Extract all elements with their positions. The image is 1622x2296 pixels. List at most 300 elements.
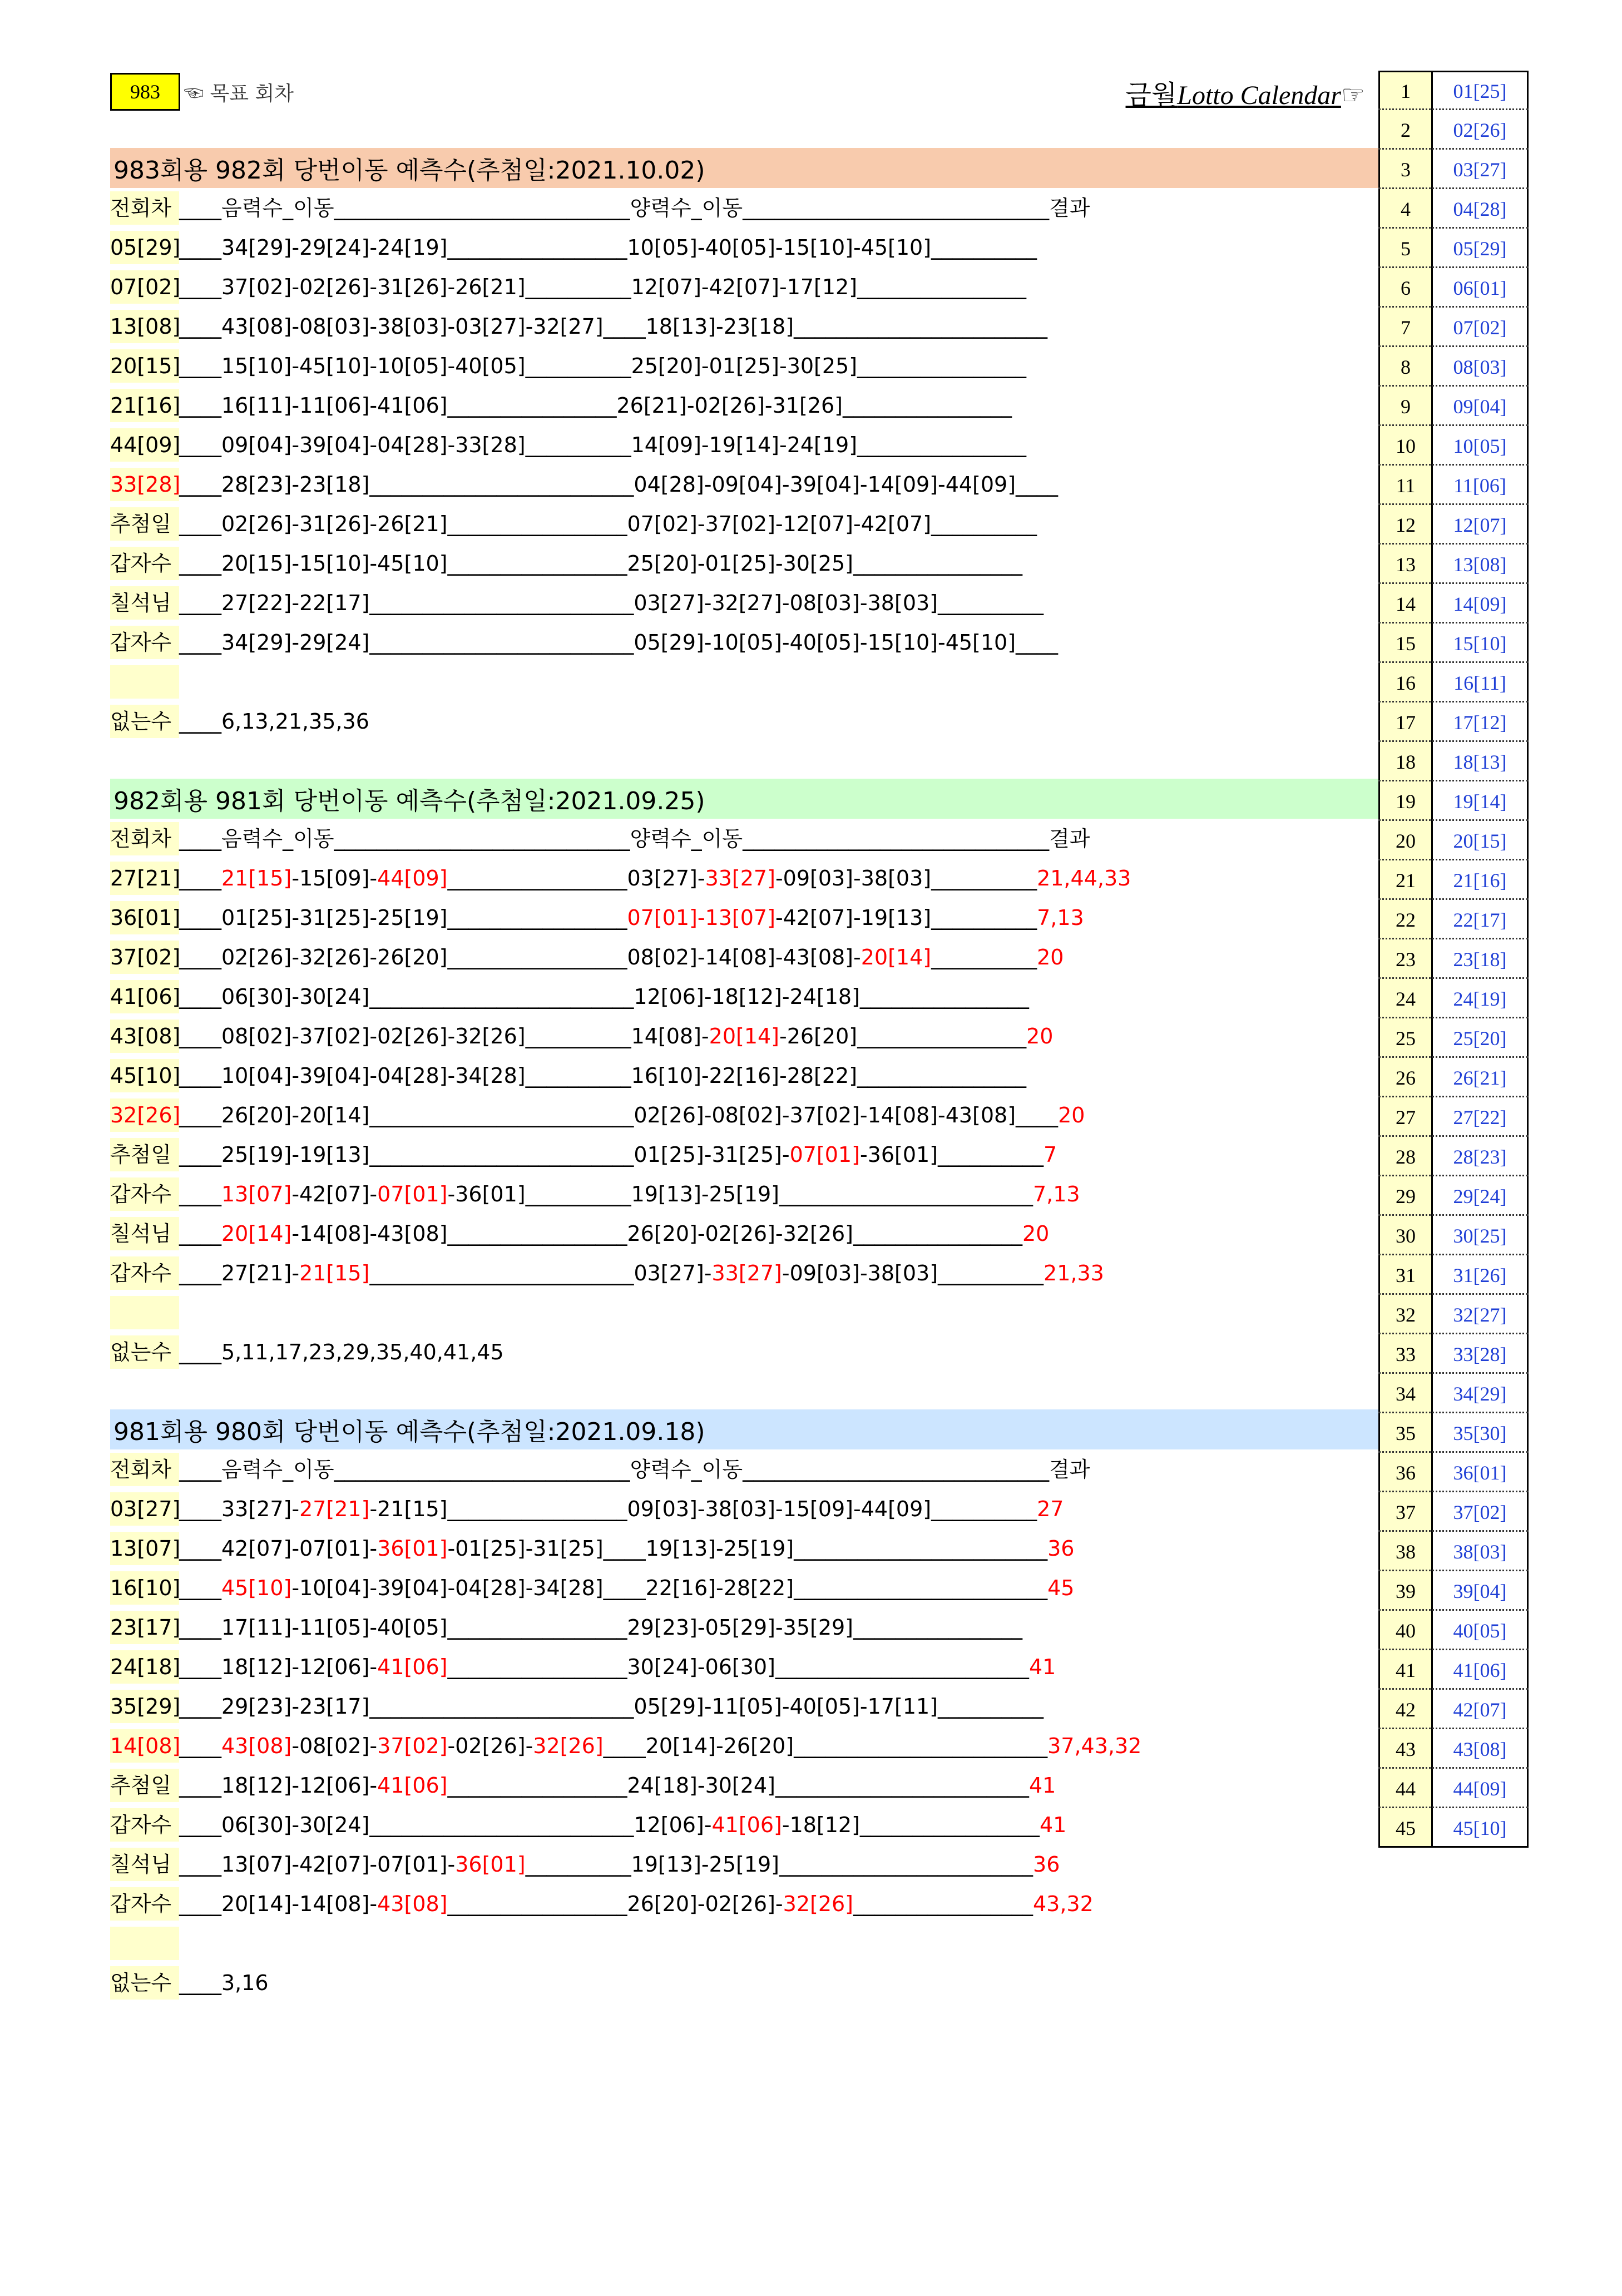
row-text: -18[12]_________________ <box>782 1813 1040 1837</box>
row-text: _________________24[18]-30[24]________________________ <box>447 1773 1029 1798</box>
calendar-value: 37[02] <box>1433 1492 1529 1532</box>
calendar-number: 8 <box>1378 347 1433 387</box>
calendar-value: 22[17] <box>1433 900 1529 939</box>
highlighted-number: 27 <box>1037 1497 1064 1521</box>
prediction-row <box>110 1729 1141 1763</box>
calendar-value: 17[12] <box>1433 702 1529 742</box>
calendar-value: 21[16] <box>1433 860 1529 900</box>
prediction-row <box>110 941 1064 974</box>
row-text: -02[26]- <box>447 1734 533 1758</box>
prediction-row <box>110 1808 1066 1842</box>
calendar-row <box>1378 1532 1529 1571</box>
calendar-value: 45[10] <box>1433 1808 1529 1848</box>
row-text: ____27[22]-22[17]_________________________03[27]-32[27]-08[03]-38[03]__________ <box>179 591 1044 615</box>
row-text: ____16[11]-11[06]-41[06]________________26[21]-02[26]-31[26]________________ <box>179 393 1012 418</box>
section-title: 982회용 981회 당번이동 예측수(추첨일:2021.09.25) <box>110 779 1378 819</box>
row-text: ____13[07]-42[07]-07[01]- <box>179 1852 456 1877</box>
prediction-row <box>110 1966 269 2000</box>
calendar-number: 25 <box>1378 1018 1433 1058</box>
row-text: ____09[04]-39[04]-04[28]-33[28]__________14[09]-19[14]-24[19]________________ <box>179 433 1027 457</box>
row-label: 없는수 <box>110 1966 179 2000</box>
calendar-number: 38 <box>1378 1532 1433 1571</box>
row-text: -36[01]__________ <box>859 1142 1044 1167</box>
calendar-number: 16 <box>1378 663 1433 702</box>
calendar-number: 12 <box>1378 505 1433 545</box>
calendar-value: 03[27] <box>1433 150 1529 189</box>
section-title: 983회용 982회 당번이동 예측수(추첨일:2021.10.02) <box>110 148 1378 188</box>
calendar-row <box>1378 189 1529 229</box>
highlighted-number: 41[06] <box>377 1773 448 1798</box>
prediction-row <box>110 586 1044 620</box>
calendar-value: 18[13] <box>1433 742 1529 781</box>
calendar-row <box>1378 1611 1529 1650</box>
row-label: 갑자수 <box>110 1256 179 1290</box>
highlighted-number: 7,13 <box>1033 1182 1080 1206</box>
row-label: 갑자수 <box>110 626 179 659</box>
calendar-row <box>1378 821 1529 860</box>
calendar-value: 25[20] <box>1433 1018 1529 1058</box>
row-text: ____3,16 <box>179 1971 269 1995</box>
calendar-value: 20[15] <box>1433 821 1529 860</box>
prediction-row <box>110 1532 1074 1565</box>
row-label: 갑자수 <box>110 1177 179 1211</box>
calendar-number: 17 <box>1378 702 1433 742</box>
row-label: 37[02] <box>110 941 179 974</box>
row-text: ____6,13,21,35,36 <box>179 709 369 734</box>
calendar-value: 02[26] <box>1433 110 1529 150</box>
calendar-value: 42[07] <box>1433 1690 1529 1729</box>
row-text: ____20[15]-15[10]-45[10]_________________25[20]-01[25]-30[25]________________ <box>179 551 1022 576</box>
calendar-row <box>1378 1769 1529 1808</box>
row-label: 20[15] <box>110 349 179 383</box>
prediction-row <box>110 1177 1080 1211</box>
calendar-row <box>1378 268 1529 308</box>
calendar-value: 15[10] <box>1433 624 1529 663</box>
highlighted-number: 32[26] <box>533 1734 604 1758</box>
row-label: 칠석님 <box>110 1217 179 1250</box>
calendar-number: 40 <box>1378 1611 1433 1650</box>
calendar-row <box>1378 110 1529 150</box>
calendar-number: 36 <box>1378 1453 1433 1492</box>
highlighted-number: 43[08] <box>377 1892 448 1916</box>
calendar-value: 14[09] <box>1433 584 1529 624</box>
row-text: ____34[29]-29[24]_________________________05[29]-10[05]-40[05]-15[10]-45[10]____ <box>179 630 1059 655</box>
row-text: -14[08]-43[08]_________________26[20]-02[26]-32[26]________________ <box>291 1221 1022 1246</box>
row-text: ____음력수_이동____________________________양력수_이동_____________________________결과 <box>179 196 1090 220</box>
row-text: ____28[23]-23[18]_________________________04[28]-09[04]-39[04]-14[09]-44[09]____ <box>179 472 1059 497</box>
calendar-row <box>1378 1571 1529 1611</box>
prediction-row <box>110 310 1047 343</box>
prediction-row <box>110 270 1026 304</box>
calendar-value: 10[05] <box>1433 426 1529 466</box>
calendar-row <box>1378 71 1529 110</box>
calendar-value: 19[14] <box>1433 781 1529 821</box>
calendar-number: 32 <box>1378 1295 1433 1334</box>
calendar-value: 44[09] <box>1433 1769 1529 1808</box>
calendar-value: 07[02] <box>1433 308 1529 347</box>
calendar-value: 34[29] <box>1433 1374 1529 1413</box>
highlighted-number: 45 <box>1047 1576 1075 1600</box>
calendar-number: 39 <box>1378 1571 1433 1611</box>
row-text: __________ <box>931 945 1037 969</box>
prediction-row <box>110 1571 1074 1605</box>
row-label: 35[29] <box>110 1690 179 1723</box>
row-label: 36[01] <box>110 901 179 934</box>
row-text: ____ <box>179 1734 221 1758</box>
row-label: 추첨일 <box>110 507 179 541</box>
calendar-row <box>1378 545 1529 584</box>
row-text: ____27[21]- <box>179 1261 300 1285</box>
blank-row <box>110 1296 179 1329</box>
prediction-row <box>110 1256 1104 1290</box>
calendar-row <box>1378 1413 1529 1453</box>
row-label: 14[08] <box>110 1729 179 1763</box>
blank-row <box>110 665 179 699</box>
row-text: ____06[30]-30[24]_________________________12[06]-18[12]-24[18]________________ <box>179 984 1029 1009</box>
calendar-number: 1 <box>1378 71 1433 110</box>
calendar-value: 33[28] <box>1433 1334 1529 1374</box>
calendar-row <box>1378 505 1529 545</box>
calendar-row <box>1378 387 1529 426</box>
row-text: ____17[11]-11[05]-40[05]_________________29[23]-05[29]-35[29]________________ <box>179 1615 1022 1640</box>
row-label: 44[09] <box>110 428 179 462</box>
calendar-row <box>1378 742 1529 781</box>
row-text: ____15[10]-45[10]-10[05]-40[05]__________25[20]-01[25]-30[25]________________ <box>179 354 1027 378</box>
highlighted-number: 43[08] <box>221 1734 292 1758</box>
calendar-value: 40[05] <box>1433 1611 1529 1650</box>
prediction-row <box>110 1335 504 1369</box>
calendar-value: 36[01] <box>1433 1453 1529 1492</box>
highlighted-number: 36 <box>1033 1852 1060 1877</box>
calendar-row <box>1378 1018 1529 1058</box>
row-text: ____18[12]-12[06]- <box>179 1773 378 1798</box>
prediction-row <box>110 626 1058 659</box>
row-text: ____25[19]-19[13]_________________________01[25]-31[25]- <box>179 1142 790 1167</box>
calendar-value: 16[11] <box>1433 663 1529 702</box>
calendar-row <box>1378 1374 1529 1413</box>
prediction-row <box>110 1217 1049 1250</box>
row-label: 전회차 <box>110 1453 179 1486</box>
calendar-row <box>1378 584 1529 624</box>
prediction-row <box>110 980 1029 1013</box>
calendar-row <box>1378 229 1529 268</box>
row-label: 없는수 <box>110 1335 179 1369</box>
calendar-number: 45 <box>1378 1808 1433 1848</box>
row-label: 07[02] <box>110 270 179 304</box>
row-text: ____20[14]-26[20]________________________ <box>603 1734 1048 1758</box>
row-text: ____ <box>179 1576 221 1600</box>
calendar-row <box>1378 347 1529 387</box>
highlighted-number: 20[14] <box>709 1024 779 1048</box>
row-text: _________________30[24]-06[30]________________________ <box>447 1655 1029 1679</box>
calendar-number: 20 <box>1378 821 1433 860</box>
calendar-value: 26[21] <box>1433 1058 1529 1097</box>
calendar-number: 4 <box>1378 189 1433 229</box>
calendar-value: 12[07] <box>1433 505 1529 545</box>
row-text: _________________03[27]- <box>447 866 705 890</box>
row-text: -15[09]- <box>291 866 378 890</box>
calendar-row <box>1378 979 1529 1018</box>
calendar-number: 6 <box>1378 268 1433 308</box>
row-text: -08[02]- <box>291 1734 378 1758</box>
calendar-row <box>1378 308 1529 347</box>
highlighted-number: 45[10] <box>221 1576 292 1600</box>
calendar-row <box>1378 900 1529 939</box>
calendar-number: 10 <box>1378 426 1433 466</box>
highlighted-number: 7 <box>1044 1142 1057 1167</box>
calendar-number: 19 <box>1378 781 1433 821</box>
calendar-title-ko: 금월 <box>1125 80 1178 111</box>
row-text: ____33[27]- <box>179 1497 300 1521</box>
prediction-row <box>110 1138 1057 1171</box>
calendar-value: 41[06] <box>1433 1650 1529 1690</box>
prediction-row <box>110 1887 1094 1921</box>
calendar-number: 44 <box>1378 1769 1433 1808</box>
row-label: 24[18] <box>110 1650 179 1684</box>
calendar-value: 39[04] <box>1433 1571 1529 1611</box>
calendar-number: 7 <box>1378 308 1433 347</box>
row-label: 21[16] <box>110 389 179 422</box>
calendar-number: 37 <box>1378 1492 1433 1532</box>
prediction-row <box>110 1848 1060 1881</box>
row-label: 16[10] <box>110 1571 179 1605</box>
prediction-row <box>110 1098 1085 1132</box>
calendar-number: 23 <box>1378 939 1433 979</box>
highlighted-number: 44[09] <box>377 866 448 890</box>
highlighted-number: 33[27] <box>711 1261 782 1285</box>
row-text: ____34[29]-29[24]-24[19]_________________10[05]-40[05]-15[10]-45[10]__________ <box>179 235 1037 260</box>
calendar-number: 11 <box>1378 466 1433 505</box>
prediction-row <box>110 822 1090 855</box>
highlighted-number: 41 <box>1039 1813 1067 1837</box>
highlighted-number: 21[15] <box>221 866 292 890</box>
calendar-number: 27 <box>1378 1097 1433 1137</box>
row-label: 43[08] <box>110 1020 179 1053</box>
highlighted-number: 27[21] <box>299 1497 370 1521</box>
row-label: 45[10] <box>110 1059 179 1092</box>
calendar-row <box>1378 1295 1529 1334</box>
row-label: 칠석님 <box>110 586 179 620</box>
highlighted-number: 37,43,32 <box>1047 1734 1142 1758</box>
row-text: __________19[13]-25[19]________________________ <box>525 1852 1033 1877</box>
prediction-row <box>110 1690 1044 1723</box>
calendar-value: 01[25] <box>1433 71 1529 110</box>
prediction-row <box>110 862 1131 895</box>
calendar-number: 30 <box>1378 1216 1433 1255</box>
calendar-value: 09[04] <box>1433 387 1529 426</box>
calendar-row <box>1378 860 1529 900</box>
prediction-row <box>110 1611 1022 1644</box>
row-label: 32[26] <box>110 1098 179 1132</box>
highlighted-number: 21[15] <box>299 1261 370 1285</box>
calendar-number: 15 <box>1378 624 1433 663</box>
row-label: 칠석님 <box>110 1848 179 1881</box>
row-text: -36[01]__________19[13]-25[19]________________________ <box>447 1182 1033 1206</box>
highlighted-number: 36 <box>1047 1536 1075 1561</box>
prediction-row <box>110 1492 1064 1526</box>
calendar-number: 41 <box>1378 1650 1433 1690</box>
row-label: 13[07] <box>110 1532 179 1565</box>
calendar-row <box>1378 1690 1529 1729</box>
calendar-row <box>1378 1334 1529 1374</box>
calendar-value: 43[08] <box>1433 1729 1529 1769</box>
row-text: ____42[07]-07[01]- <box>179 1536 378 1561</box>
calendar-number: 18 <box>1378 742 1433 781</box>
prediction-row <box>110 349 1026 383</box>
calendar-value: 38[03] <box>1433 1532 1529 1571</box>
calendar-row <box>1378 1216 1529 1255</box>
row-text: ____5,11,17,23,29,35,40,41,45 <box>179 1340 504 1364</box>
calendar-title <box>1126 73 1365 112</box>
row-label: 갑자수 <box>110 1887 179 1921</box>
highlighted-number: 7,13 <box>1037 905 1084 930</box>
highlighted-number: 32[26] <box>783 1892 853 1916</box>
calendar-row <box>1378 1650 1529 1690</box>
row-label: 추첨일 <box>110 1769 179 1802</box>
row-text: -09[03]-38[03]__________ <box>782 1261 1044 1285</box>
highlighted-number: 20[14] <box>221 1221 292 1246</box>
row-label: 없는수 <box>110 705 179 738</box>
calendar-value: 28[23] <box>1433 1137 1529 1176</box>
calendar-row <box>1378 1492 1529 1532</box>
prediction-row <box>110 428 1026 462</box>
highlighted-number: 20 <box>1058 1103 1085 1127</box>
calendar-number: 42 <box>1378 1690 1433 1729</box>
prediction-row <box>110 468 1058 501</box>
calendar-title-en: Lotto Calendar <box>1177 81 1341 110</box>
calendar-row <box>1378 1808 1529 1848</box>
target-round-label: ☜ 목표 회차 <box>184 82 294 105</box>
calendar-number: 29 <box>1378 1176 1433 1216</box>
calendar-number: 28 <box>1378 1137 1433 1176</box>
calendar-number: 43 <box>1378 1729 1433 1769</box>
highlighted-number: 37[02] <box>377 1734 448 1758</box>
prediction-row <box>110 1769 1056 1802</box>
calendar-value: 29[24] <box>1433 1176 1529 1216</box>
prediction-row <box>110 507 1037 541</box>
row-text: ____음력수_이동____________________________양력수_이동_____________________________결과 <box>179 1457 1090 1482</box>
row-text: _________________ <box>853 1892 1033 1916</box>
prediction-row <box>110 547 1022 580</box>
prediction-row <box>110 191 1090 225</box>
highlighted-number: 07[01] <box>789 1142 860 1167</box>
row-text: ____43[08]-08[03]-38[03]-03[27]-32[27]____18[13]-23[18]________________________ <box>179 314 1048 339</box>
row-label: 전회차 <box>110 822 179 855</box>
calendar-row <box>1378 1137 1529 1176</box>
row-text: ____08[02]-37[02]-02[26]-32[26]__________14[08]- <box>179 1024 709 1048</box>
calendar-value: 06[01] <box>1433 268 1529 308</box>
row-label: 33[28] <box>110 468 179 501</box>
calendar-number: 5 <box>1378 229 1433 268</box>
highlighted-number: 07[01] <box>377 1182 448 1206</box>
row-text: ____29[23]-23[17]_________________________05[29]-11[05]-40[05]-17[11]__________ <box>179 1694 1044 1719</box>
calendar-row <box>1378 1453 1529 1492</box>
calendar-row <box>1378 624 1529 663</box>
calendar-row <box>1378 426 1529 466</box>
section-title: 981회용 980회 당번이동 예측수(추첨일:2021.09.18) <box>110 1409 1378 1449</box>
row-text: -10[04]-39[04]-04[28]-34[28]____22[16]-28[22]________________________ <box>291 1576 1048 1600</box>
calendar-value: 11[06] <box>1433 466 1529 505</box>
row-label: 05[29] <box>110 231 179 264</box>
calendar-row <box>1378 1058 1529 1097</box>
calendar-value: 24[19] <box>1433 979 1529 1018</box>
calendar-row <box>1378 663 1529 702</box>
highlighted-number: 43,32 <box>1033 1892 1094 1916</box>
row-text: ____10[04]-39[04]-04[28]-34[28]__________16[10]-22[16]-28[22]________________ <box>179 1063 1027 1088</box>
row-label: 27[21] <box>110 862 179 895</box>
row-label: 전회차 <box>110 191 179 225</box>
highlighted-number: 41[06] <box>377 1655 448 1679</box>
highlighted-number: 21,33 <box>1044 1261 1104 1285</box>
calendar-value: 32[27] <box>1433 1295 1529 1334</box>
highlighted-number: 41 <box>1028 1655 1056 1679</box>
highlighted-number: 13[07] <box>221 1182 292 1206</box>
calendar-number: 26 <box>1378 1058 1433 1097</box>
calendar-row <box>1378 939 1529 979</box>
calendar-row <box>1378 1255 1529 1295</box>
prediction-row <box>110 231 1037 264</box>
calendar-value: 04[28] <box>1433 189 1529 229</box>
row-text: -42[07]-19[13]__________ <box>775 905 1037 930</box>
row-label: 03[27] <box>110 1492 179 1526</box>
highlighted-number: 20 <box>1037 945 1064 969</box>
calendar-value: 23[18] <box>1433 939 1529 979</box>
row-text: ____18[12]-12[06]- <box>179 1655 378 1679</box>
calendar-value: 08[03] <box>1433 347 1529 387</box>
highlighted-number: 36[01] <box>455 1852 526 1877</box>
pointing-hand-icon: ☞ <box>1341 80 1365 111</box>
calendar-number: 2 <box>1378 110 1433 150</box>
row-label: 13[08] <box>110 310 179 343</box>
highlighted-number: 33[27] <box>705 866 775 890</box>
row-text: _________________________03[27]- <box>369 1261 712 1285</box>
row-text: ____02[26]-32[26]-26[20]_________________08[02]-14[08]-43[08]- <box>179 945 861 969</box>
calendar-row <box>1378 466 1529 505</box>
calendar-value: 30[25] <box>1433 1216 1529 1255</box>
highlighted-number: 20 <box>1026 1024 1054 1048</box>
row-label: 추첨일 <box>110 1138 179 1171</box>
calendar-row <box>1378 1097 1529 1137</box>
calendar-number: 35 <box>1378 1413 1433 1453</box>
prediction-row <box>110 1059 1026 1092</box>
highlighted-number: 41 <box>1028 1773 1056 1798</box>
row-text: ____20[14]-14[08]- <box>179 1892 378 1916</box>
row-text: ____26[20]-20[14]_________________________02[26]-08[02]-37[02]-14[08]-43[08]____ <box>179 1103 1059 1127</box>
row-text: ____ <box>179 1221 221 1246</box>
calendar-number: 24 <box>1378 979 1433 1018</box>
prediction-row <box>110 1650 1056 1684</box>
calendar-value: 27[22] <box>1433 1097 1529 1137</box>
target-round-box <box>110 73 180 111</box>
highlighted-number: 36[01] <box>377 1536 448 1561</box>
calendar-value: 35[30] <box>1433 1413 1529 1453</box>
row-text: -26[20]________________ <box>779 1024 1027 1048</box>
prediction-row <box>110 705 369 738</box>
row-text: ____ <box>179 866 221 890</box>
calendar-row <box>1378 781 1529 821</box>
calendar-number: 22 <box>1378 900 1433 939</box>
highlighted-number: 20[14] <box>861 945 932 969</box>
row-text: _________________26[20]-02[26]- <box>447 1892 783 1916</box>
row-text: ____01[25]-31[25]-25[19]_________________ <box>179 905 627 930</box>
calendar-number: 14 <box>1378 584 1433 624</box>
calendar-row <box>1378 1729 1529 1769</box>
row-text: -01[25]-31[25]____19[13]-25[19]________________________ <box>447 1536 1048 1561</box>
prediction-row <box>110 901 1084 934</box>
row-text: ____37[02]-02[26]-31[26]-26[21]__________12[07]-42[07]-17[12]________________ <box>179 275 1027 299</box>
calendar-value: 31[26] <box>1433 1255 1529 1295</box>
highlighted-number: 41[06] <box>711 1813 782 1837</box>
